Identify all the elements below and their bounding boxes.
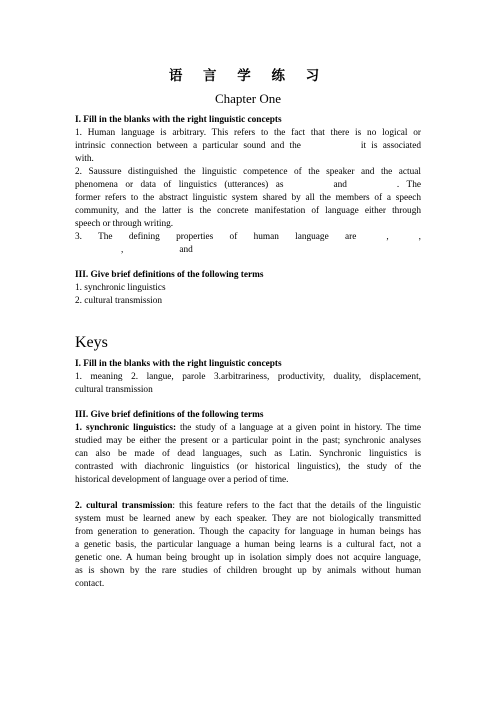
q2-text-b: and xyxy=(333,180,347,190)
q3-line-2 xyxy=(75,244,421,257)
def2-line-3: from generation to generation. Though the capacity for language in human beings has xyxy=(75,527,421,537)
keys-section-1-heading: I. Fill in the blanks with the right linguistic concepts xyxy=(75,359,282,369)
q2-line-3: former refers to the abstract linguistic system shared by all the members of a speech xyxy=(75,193,421,203)
keys-section-3-heading: III. Give brief definitions of the following terms xyxy=(75,410,264,420)
question-1 xyxy=(75,127,421,166)
def1-term: 1. synchronic linguistics: xyxy=(75,423,177,433)
def2-line-1 xyxy=(75,500,421,513)
q1-line-1: 1. Human language is arbitrary. This refers to the fact that there is no logical or xyxy=(75,128,421,138)
def1-line-2: studied may be either the present or a particular point in the past; synchronic analyses xyxy=(75,436,421,446)
section-1-heading: I. Fill in the blanks with the right linguistic concepts xyxy=(75,115,282,125)
q3-text-a: 3. The defining properties of human language are xyxy=(75,232,357,242)
def1-line-1 xyxy=(75,422,421,435)
q3-and: and xyxy=(179,245,193,255)
keys-answers xyxy=(75,371,421,397)
def2-text-1: : this feature refers to the fact that the details of the linguistic xyxy=(172,501,421,511)
keys-answer-line-1: 1. meaning 2. langue, parole 3.arbitrariness, productivity, duality, displacement, xyxy=(75,372,421,382)
def1-line-5: historical development of language over a period of time. xyxy=(75,475,289,485)
document-title: 语 言 学 练 习 xyxy=(168,68,328,84)
q1-line-3: with. xyxy=(75,154,94,164)
q2-line-5: speech or through writing. xyxy=(75,219,174,229)
q2-text-a: phenomena or data of linguistics (utterances) as xyxy=(75,180,284,190)
def1-line-3: can also be made of dead languages, such as Latin. Synchronic linguistics is xyxy=(75,449,421,459)
section-3-items xyxy=(75,282,421,308)
question-3 xyxy=(75,231,421,257)
def2-line-7: contact. xyxy=(75,579,105,589)
q3-comma-1: , xyxy=(386,232,389,242)
q3-comma-3: , xyxy=(121,245,124,255)
q2-line-2 xyxy=(75,179,421,192)
chapter-heading: Chapter One xyxy=(214,91,282,106)
q2-text-c: . The xyxy=(396,180,421,190)
keys-answer-line-2: cultural transmission xyxy=(75,385,153,395)
q3-comma-2: , xyxy=(418,232,421,242)
section-3-heading: III. Give brief definitions of the following terms xyxy=(75,270,264,280)
q2-line-4: community, and the latter is the concrete manifestation of language either through xyxy=(75,206,421,216)
q2-line-1: 2. Saussure distinguished the linguistic competence of the speaker and the actual xyxy=(75,167,421,177)
q1-line-2 xyxy=(75,140,421,153)
definition-cultural-transmission xyxy=(75,500,421,591)
q1-text-b: it is associated xyxy=(360,141,421,151)
q3-line-1 xyxy=(75,231,421,244)
def2-line-5: genetic one. A human being brought up in isolation simply does not acquire language, xyxy=(75,553,421,563)
def2-term: 2. cultural transmission xyxy=(75,501,173,511)
def2-line-2: system must be learned anew by each speaker. They are not biologically transmitted xyxy=(75,514,421,524)
def2-line-6: as is shown by the rare studies of children brought up by animals without human xyxy=(75,566,421,576)
def2-line-4: a genetic basis, the particular language a human being learns is a cultural fact, not a xyxy=(75,540,421,550)
question-2 xyxy=(75,166,421,231)
term-item-1: 1. synchronic linguistics xyxy=(75,283,166,293)
keys-heading: Keys xyxy=(75,334,108,351)
q1-text-a: intrinsic connection between a particular sound and the xyxy=(75,141,301,151)
def1-text-1: the study of a language at a given point in history. The time xyxy=(176,423,421,433)
definition-synchronic xyxy=(75,422,421,487)
term-item-2: 2. cultural transmission xyxy=(75,296,163,306)
def1-line-4: contrasted with diachronic linguistics (or historical linguistics), the study of the xyxy=(75,462,421,472)
